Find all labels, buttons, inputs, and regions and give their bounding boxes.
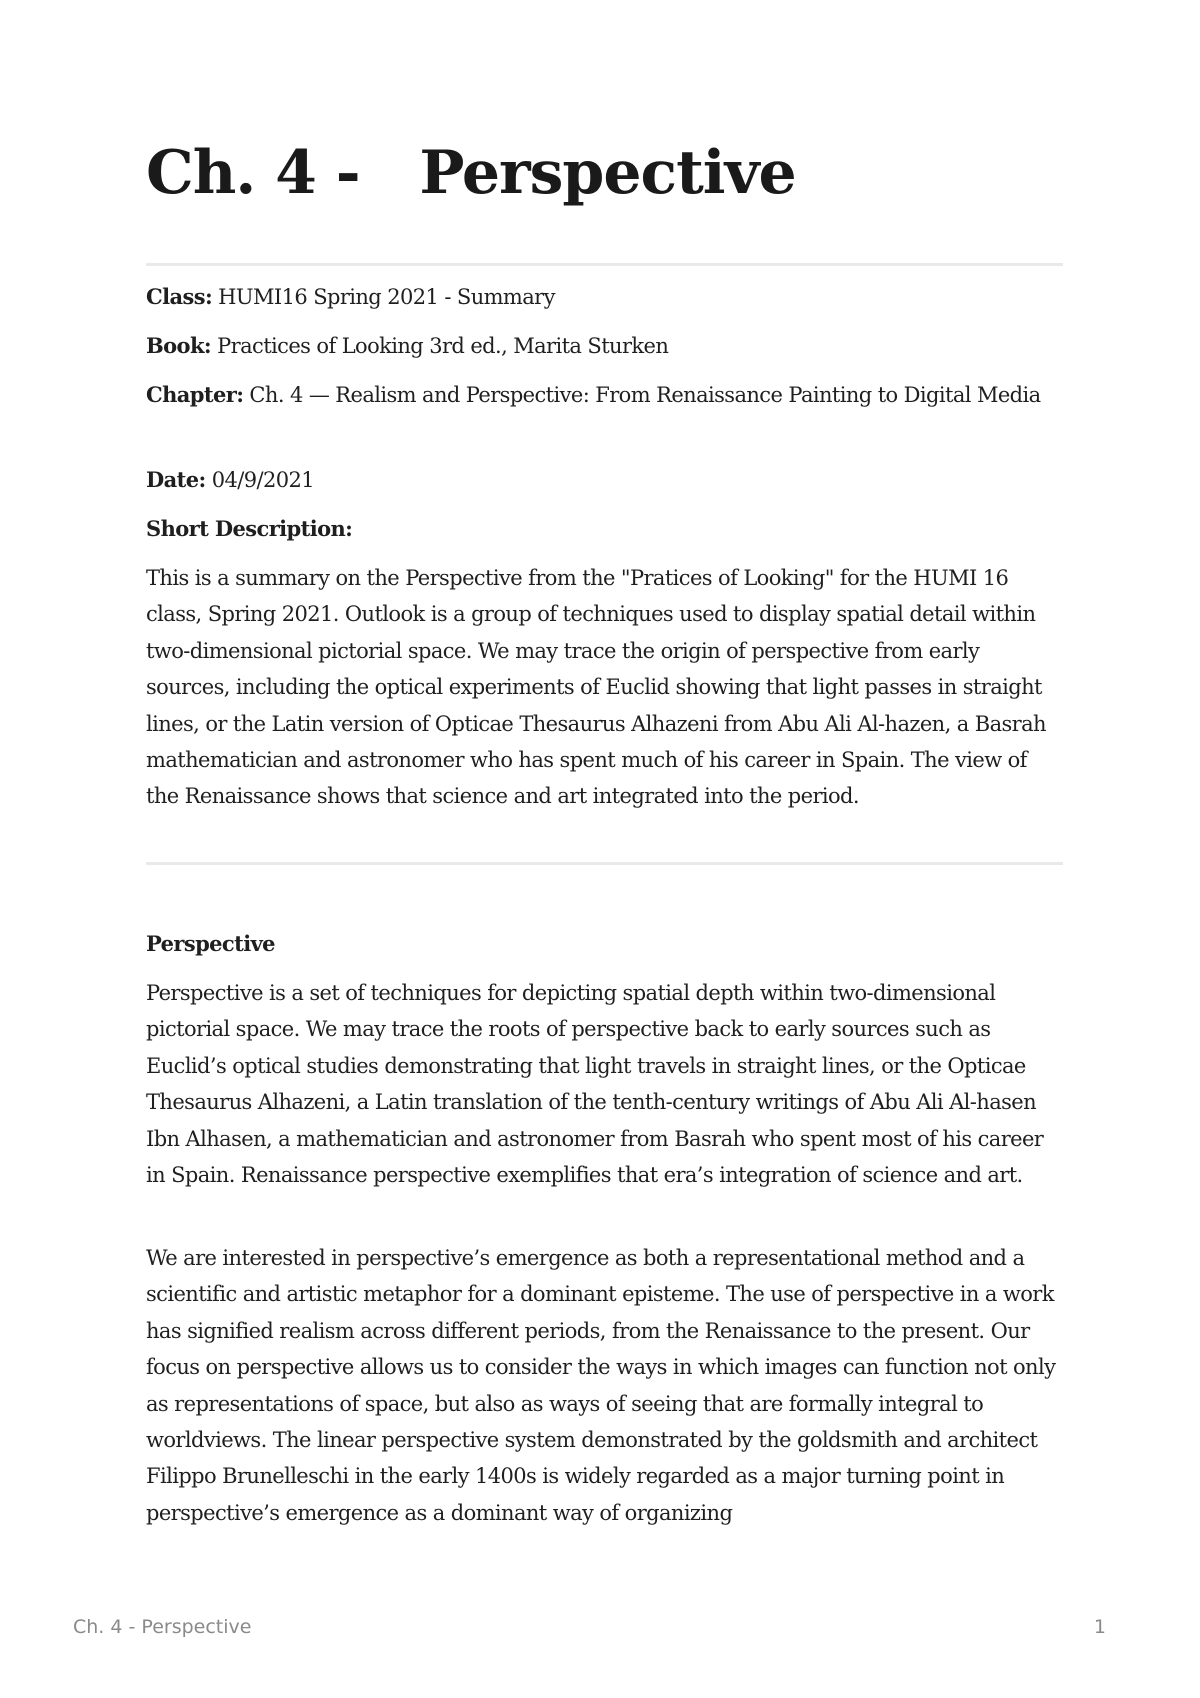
short-description-label: Short Description:	[146, 516, 353, 541]
description-divider	[146, 862, 1063, 865]
section-heading-perspective: Perspective	[146, 931, 275, 956]
date-line	[146, 462, 1063, 498]
date-label: Date:	[146, 467, 206, 492]
class-label: Class:	[146, 284, 213, 309]
page-title: Ch. 4 - Perspective	[146, 138, 796, 208]
footer-page-number: 1	[1093, 1616, 1106, 1638]
footer-document-title: Ch. 4 - Perspective	[73, 1616, 252, 1638]
short-description-text: This is a summary on the Perspective from the "Pratices of Looking" for the HUMI 16 class, Spring 2021. Outlook is a group of techniques used to display spatial detail within two-dimensional pictorial space. We may trace the origin of perspective from early sources, including the optical experiments of Euclid showing that light passes in straight lines, or the Latin version of Opticae Thesaurus Alhazeni from Abu Ali Al-hazen, a Basrah mathematician and astronomer who has spent much of his career in Spain. The view of the Renaissance shows that science and art integrated into the period.	[146, 566, 1046, 809]
class-value: HUMI16 Spring 2021 - Summary	[212, 285, 555, 309]
class-line	[146, 279, 1063, 315]
book-value: Practices of Looking 3rd ed., Marita Sturken	[211, 334, 669, 358]
title-divider	[146, 263, 1063, 266]
short-description-line	[146, 511, 1063, 547]
chapter-line	[146, 377, 1063, 413]
chapter-value: Ch. 4 — Realism and Perspective: From Renaissance Painting to Digital Media	[243, 383, 1041, 407]
perspective-paragraph-1: Perspective is a set of techniques for depicting spatial depth within two-dimensional pictorial space. We may trace the roots of perspective back to early sources such as Euclid’s optical studies demonstrating that light travels in straight lines, or the Opticae Thesaurus Alhazeni, a Latin translation of the tenth-century writings of Abu Ali Al-hasen Ibn Alhasen, a mathematician and astronomer from Basrah who spent most of his career in Spain. Renaissance perspective exemplifies that era’s integration of science and art.	[146, 981, 1044, 1188]
book-label: Book:	[146, 333, 212, 358]
date-value: 04/9/2021	[205, 468, 314, 492]
perspective-paragraph-2: We are interested in perspective’s emergence as both a representational method and a scientific and artistic metaphor for a dominant episteme. The use of perspective in a work has signified realism across different periods, from the Renaissance to the present. Our focus on perspective allows us to consider the ways in which images can function not only as representations of space, but also as ways of seeing that are formally integral to worldviews. The linear perspective system demonstrated by the goldsmith and architect Filippo Brunelleschi in the early 1400s is widely regarded as a major turning point in perspective’s emergence as a dominant way of organizing	[146, 1246, 1056, 1525]
chapter-label: Chapter:	[146, 382, 244, 407]
book-line	[146, 328, 1063, 364]
